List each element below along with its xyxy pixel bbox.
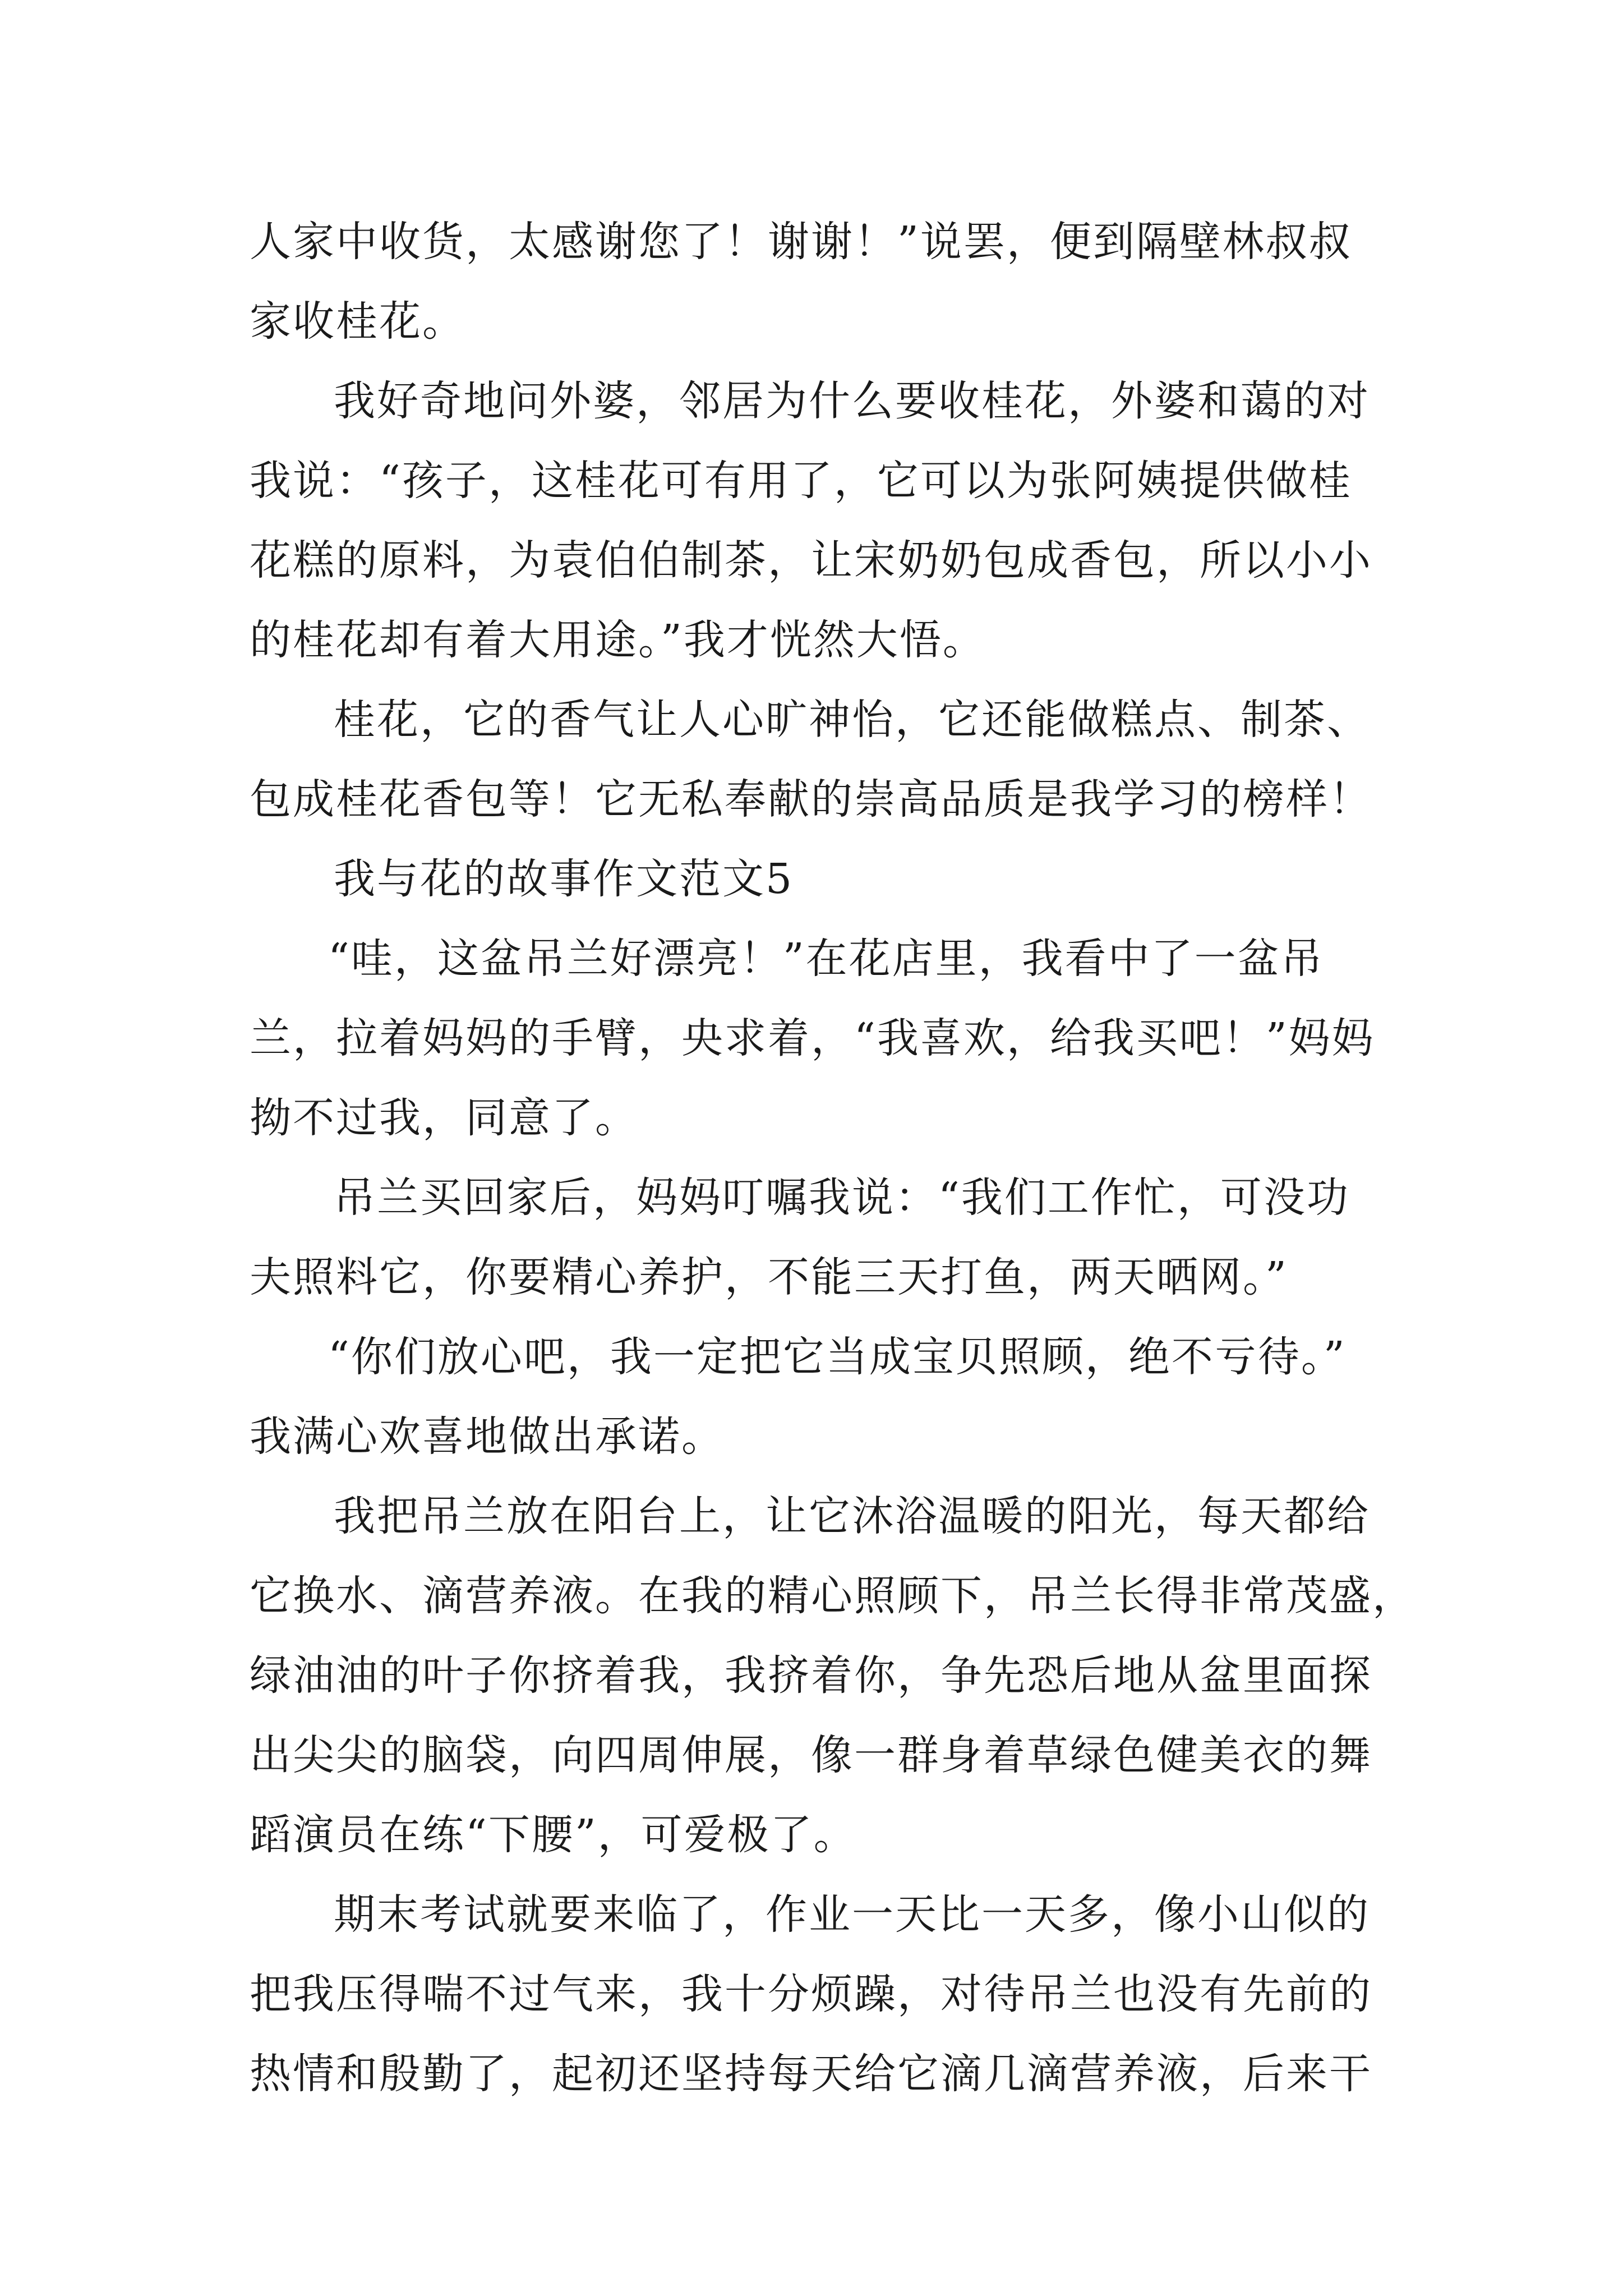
- text-line: 桂花，它的香气让人心旷神怡，它还能做糕点、制茶、: [334, 696, 1370, 744]
- text-line: “你们放心吧，我一定把它当成宝贝照顾，绝不亏待。”: [328, 1333, 1347, 1381]
- text-line: 人家中收货，太感谢您了！谢谢！”说罢，便到隔壁林叔叔: [250, 218, 1352, 266]
- text-line: 吊兰买回家后，妈妈叮嘱我说：“我们工作忙，可没功: [334, 1174, 1350, 1222]
- section-heading: 我与花的故事作文范文5: [334, 855, 794, 903]
- text-line: 兰，拉着妈妈的手臂，央求着，“我喜欢，给我买吧！”妈妈: [250, 1014, 1375, 1062]
- text-line: 绿油油的叶子你挤着我，我挤着你，争先恐后地从盆里面探: [250, 1651, 1372, 1700]
- text-line: 夫照料它，你要精心养护，不能三天打鱼，两天晒网。”: [250, 1253, 1288, 1301]
- text-line: 我把吊兰放在阳台上，让它沐浴温暖的阳光，每天都给: [334, 1492, 1370, 1540]
- text-line: 出尖尖的脑袋，向四周伸展，像一群身着草绿色健美衣的舞: [250, 1731, 1372, 1779]
- text-line: 期末考试就要来临了，作业一天比一天多，像小山似的: [334, 1890, 1370, 1939]
- text-line: 我好奇地问外婆，邻居为什么要收桂花，外婆和蔼的对: [334, 377, 1370, 425]
- text-line: 我满心欢喜地做出承诺。: [250, 1412, 725, 1461]
- text-line: “哇，这盆吊兰好漂亮！”在花店里，我看中了一盆吊: [328, 935, 1324, 983]
- text-line: 花糕的原料，为袁伯伯制茶，让宋奶奶包成香包，所以小小: [250, 536, 1372, 585]
- text-line: 家收桂花。: [250, 297, 465, 346]
- text-line: 的桂花却有着大用途。”我才恍然大悟。: [250, 616, 986, 664]
- body-text: [250, 202, 1415, 2114]
- text-line: 蹈演员在练“下腰”，可爱极了。: [250, 1811, 857, 1859]
- text-line: 热情和殷勤了，起初还坚持每天给它滴几滴营养液，后来干: [250, 2050, 1372, 2098]
- text-line: 包成桂花香包等！它无私奉献的崇高品质是我学习的榜样！: [250, 775, 1372, 823]
- text-line: 我说：“孩子，这桂花可有用了，它可以为张阿姨提供做桂: [250, 457, 1352, 505]
- text-line: 把我压得喘不过气来，我十分烦躁，对待吊兰也没有先前的: [250, 1970, 1372, 2018]
- text-line: 它换水、滴营养液。在我的精心照顾下，吊兰长得非常茂盛，: [250, 1572, 1415, 1620]
- text-line: 拗不过我，同意了。: [250, 1094, 638, 1142]
